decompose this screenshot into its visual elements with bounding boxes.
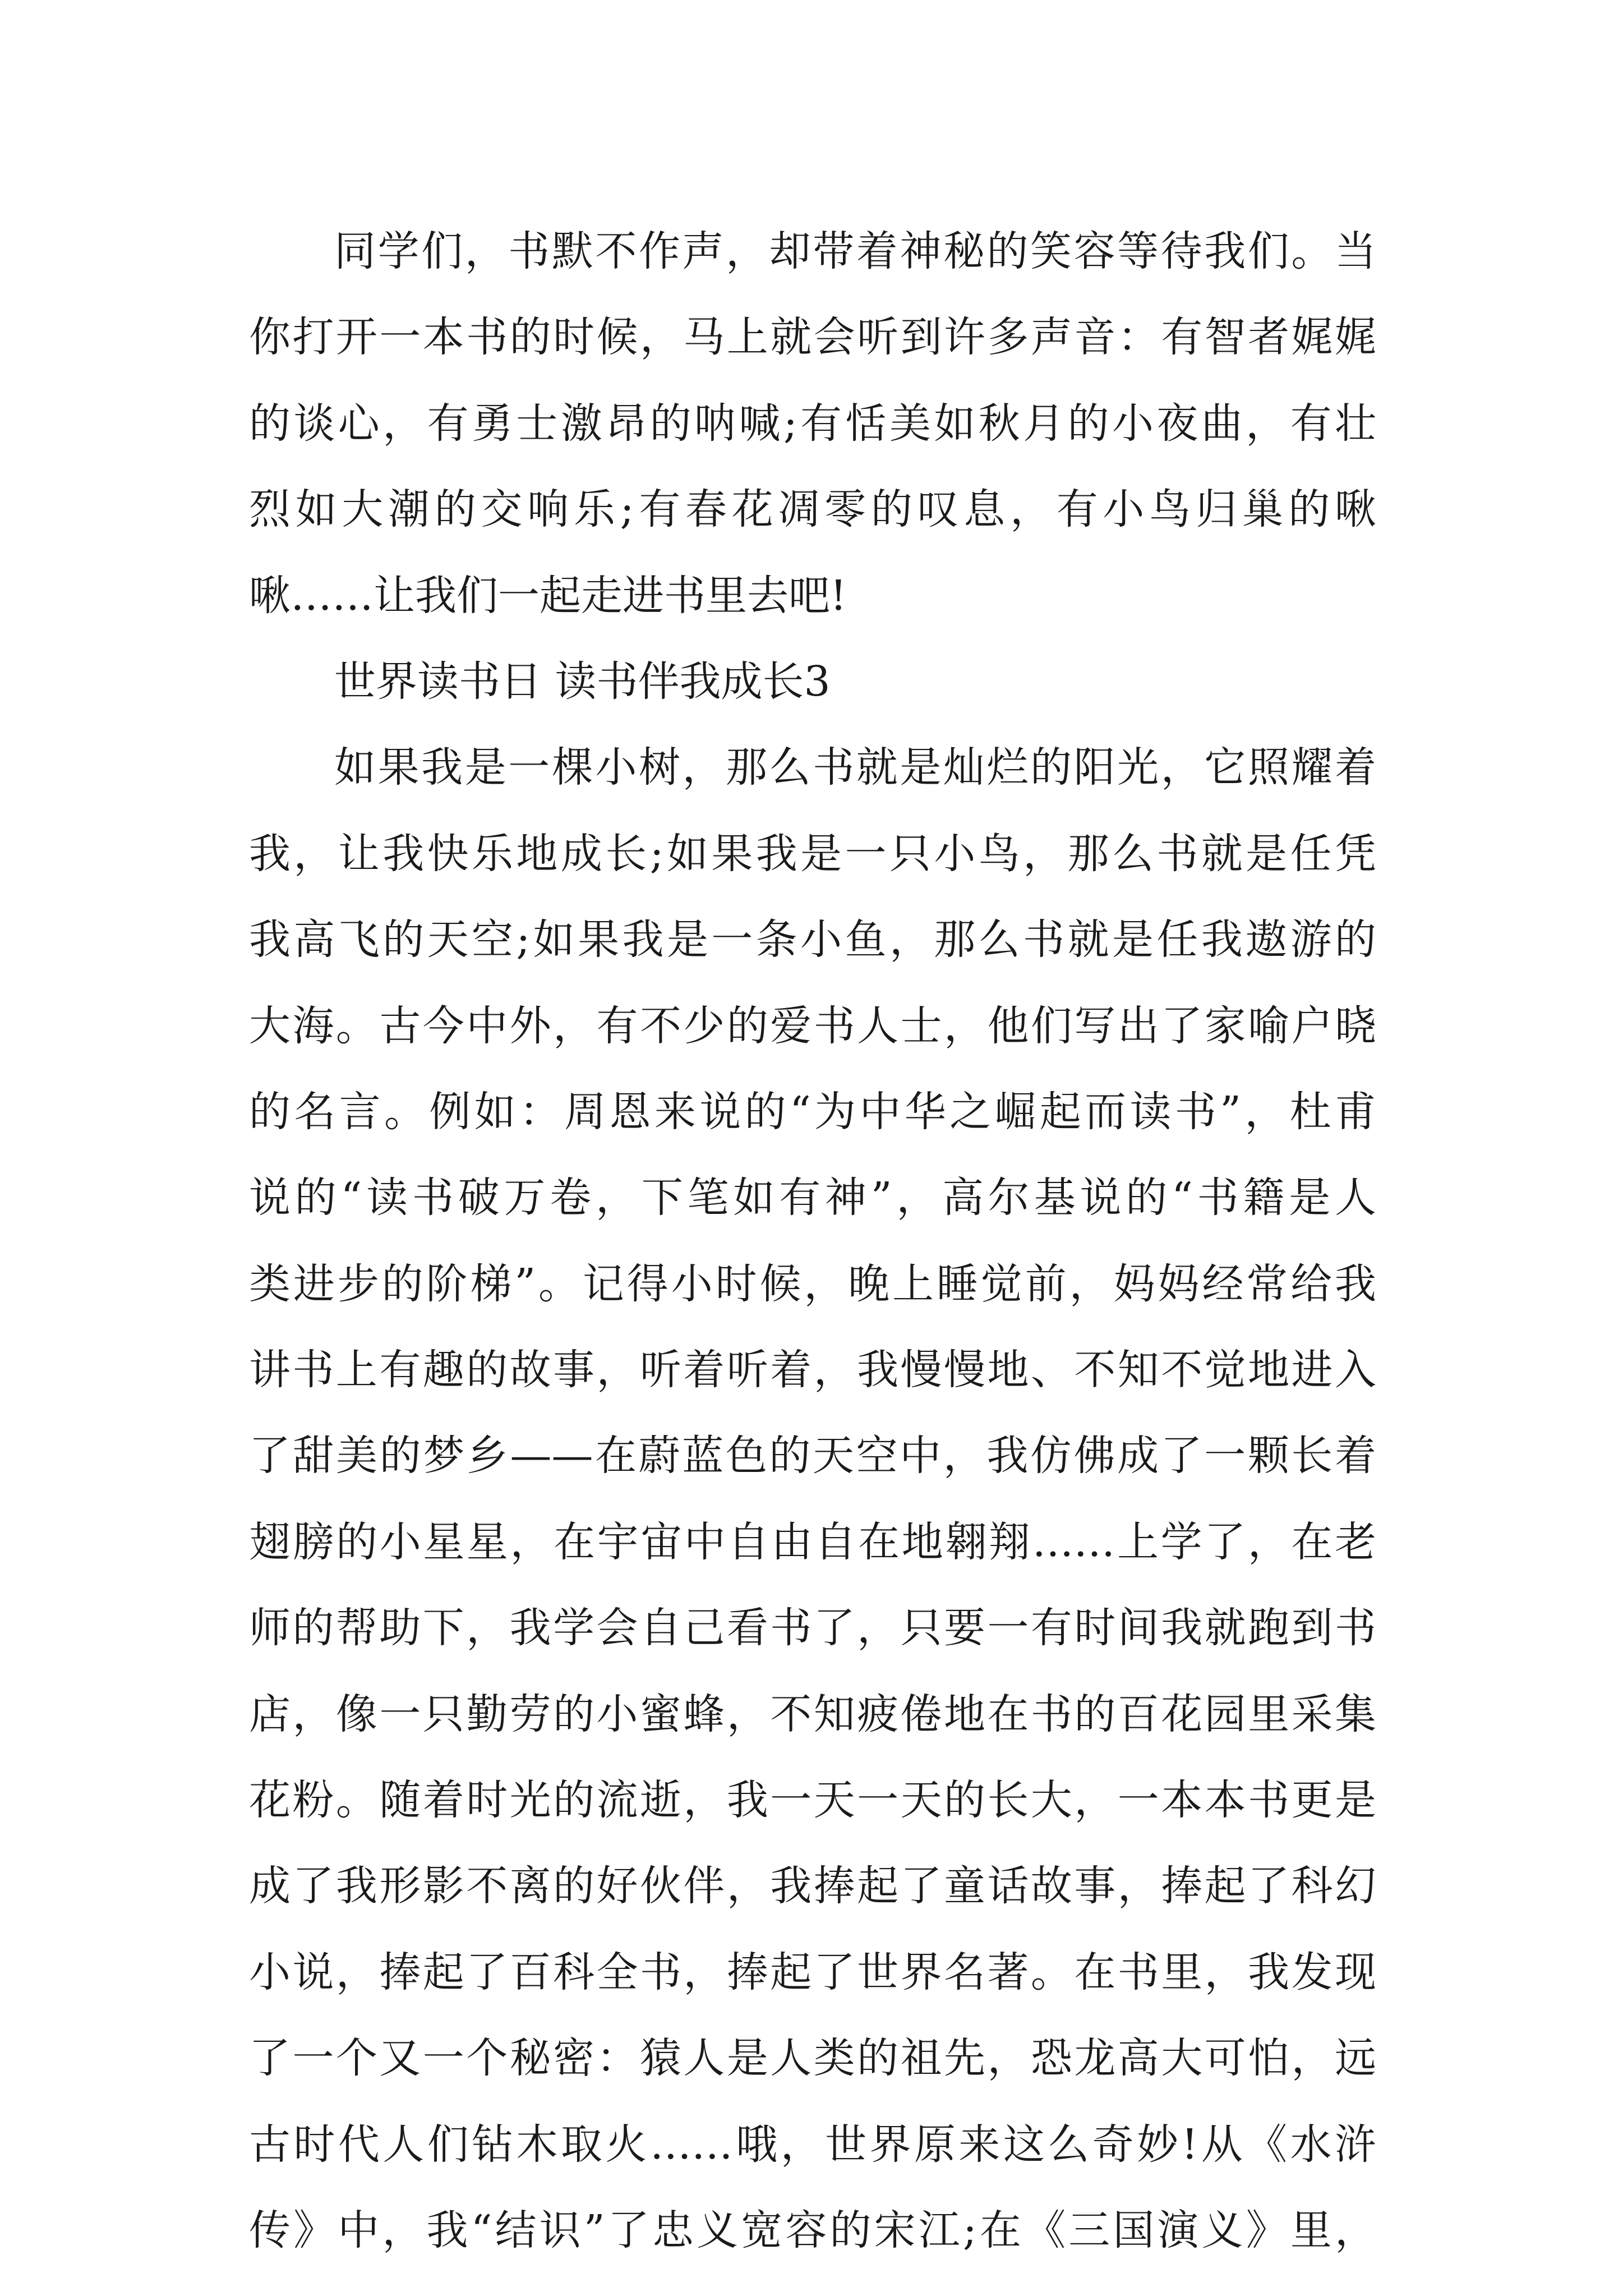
text-line: 大海。古今中外，有不少的爱书人士，他们写出了家喻户晓 — [249, 1001, 1376, 1050]
text-line: 花粉。随着时光的流逝，我一天一天的长大，一本本书更是 — [249, 1776, 1376, 1825]
text-line: 师的帮助下，我学会自己看书了，只要一有时间我就跑到书 — [249, 1604, 1376, 1653]
text-line: 店，像一只勤劳的小蜜蜂，不知疲倦地在书的百花园里采集 — [249, 1690, 1376, 1738]
text-line: 烈如大潮的交响乐;有春花凋零的叹息，有小鸟归巢的啾 — [249, 485, 1376, 534]
section-heading: 世界读书日 读书伴我成长3 — [334, 657, 831, 706]
text-line: 说的“读书破万卷，下笔如有神”，高尔基说的“书籍是人 — [249, 1174, 1376, 1222]
text-line: 你打开一本书的时候，马上就会听到许多声音：有智者娓娓 — [249, 313, 1376, 362]
text-line: 翅膀的小星星，在宇宙中自由自在地翱翔……上学了，在老 — [249, 1517, 1376, 1566]
text-line: 古时代人们钻木取火……哦，世界原来这么奇妙!从《水浒 — [249, 2120, 1376, 2169]
text-line: 成了我形影不离的好伙伴，我捧起了童话故事，捧起了科幻 — [249, 1862, 1376, 1911]
text-line: 如果我是一棵小树，那么书就是灿烂的阳光，它照耀着 — [334, 743, 1376, 792]
text-line: 同学们，书默不作声，却带着神秘的笑容等待我们。当 — [334, 227, 1376, 275]
text-line: 传》中，我“结识”了忠义宽容的宋江;在《三国演义》里， — [249, 2206, 1376, 2254]
text-line: 我，让我快乐地成长;如果我是一只小鸟，那么书就是任凭 — [249, 829, 1376, 878]
text-line: 了甜美的梦乡——在蔚蓝色的天空中，我仿佛成了一颗长着 — [249, 1432, 1376, 1480]
text-line: 了一个又一个秘密：猿人是人类的祖先，恐龙高大可怕，远 — [249, 2034, 1376, 2083]
text-line: 的名言。例如：周恩来说的“为中华之崛起而读书”，杜甫 — [249, 1087, 1376, 1136]
text-line: 啾……让我们一起走进书里去吧! — [249, 571, 847, 620]
text-line: 的谈心，有勇士激昂的呐喊;有恬美如秋月的小夜曲，有壮 — [249, 399, 1376, 448]
text-line: 小说，捧起了百科全书，捧起了世界名著。在书里，我发现 — [249, 1948, 1376, 1996]
text-line: 我高飞的天空;如果我是一条小鱼，那么书就是任我遨游的 — [249, 915, 1376, 964]
text-line: 讲书上有趣的故事，听着听着，我慢慢地、不知不觉地进入 — [249, 1346, 1376, 1395]
text-line: 类进步的阶梯”。记得小时候，晚上睡觉前，妈妈经常给我 — [249, 1259, 1376, 1308]
body-text — [249, 209, 1376, 2274]
